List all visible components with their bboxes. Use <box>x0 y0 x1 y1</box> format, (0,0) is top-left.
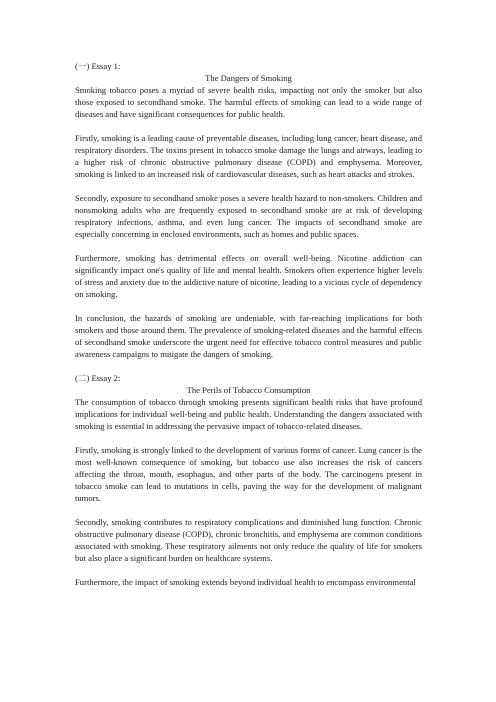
paragraph: Secondly, smoking contributes to respiratory complications and diminished lung function. Chronic obstructive pulmonary disease (COPD), chronic bronchitis, and emphysema are common conditions associated with smoking. These respiratory ailments not only reduce the quality of life for smokers but also place a significant burden on healthcare systems. <box>75 517 422 563</box>
paragraph: In conclusion, the hazards of smoking are undeniable, with far-reaching implications for both smokers and those around them. The prevalence of smoking-related diseases and the harmful effects of secondhand smoke underscore the urgent need for effective tobacco control measures and public awareness campaigns to mitigate the dangers of smoking. <box>75 313 422 359</box>
paragraph: Firstly, smoking is a leading cause of preventable diseases, including lung cancer, heart disease, and respiratory disorders. The toxins present in tobacco smoke damage the lungs and airways, leading to a higher risk of chronic obstructive pulmonary disease (COPD) and emphysema. Moreover, smoking is linked to an increased risk of cardiovascular diseases, such as heart attacks and strokes. <box>75 133 422 179</box>
essay-2 <box>75 372 422 588</box>
essay-heading: (一) Essay 1: <box>75 61 121 71</box>
paragraph: Furthermore, the impact of smoking extends beyond individual health to encompass environmental <box>75 577 416 587</box>
essay-title: The Dangers of Smoking <box>205 73 292 83</box>
document-page <box>75 60 422 600</box>
essay-heading: (二) Essay 2: <box>75 373 121 383</box>
paragraph: Firstly, smoking is strongly linked to the development of various forms of cancer. Lung cancer is the most well-known consequence of smoking, but tobacco use also increases the risk of cancers affecting the throat, mouth, esophagus, and other parts of the body. The carcinogens present in tobacco smoke can lead to mutations in cells, paving the way for the development of malignant tumors. <box>75 445 422 503</box>
paragraph: Smoking tobacco poses a myriad of severe health risks, impacting not only the smoker but also those exposed to secondhand smoke. The harmful effects of smoking can lead to a wide range of diseases and have significant consequences for public health. <box>75 85 422 119</box>
paragraph: The consumption of tobacco through smoking presents significant health risks that have profound implications for individual well-being and public health. Understanding the dangers associated with smoking is essential in addressing the pervasive impact of tobacco-related diseases. <box>75 397 422 431</box>
essay-1 <box>75 60 422 360</box>
paragraph: Secondly, exposure to secondhand smoke poses a severe health hazard to non-smokers. Children and nonsmoking adults who are frequently exposed to secondhand smoke are at risk of developing respiratory infections, asthma, and even lung cancer. The impacts of secondhand smoke are especially concerning in enclosed environments, such as homes and public spaces. <box>75 193 422 239</box>
paragraph: Furthermore, smoking has detrimental effects on overall well-being. Nicotine addiction can significantly impact one's quality of life and mental health. Smokers often experience higher levels of stress and anxiety due to the addictive nature of nicotine, leading to a vicious cycle of dependency on smoking. <box>75 253 422 299</box>
essay-title: The Perils of Tobacco Consumption <box>186 385 311 395</box>
